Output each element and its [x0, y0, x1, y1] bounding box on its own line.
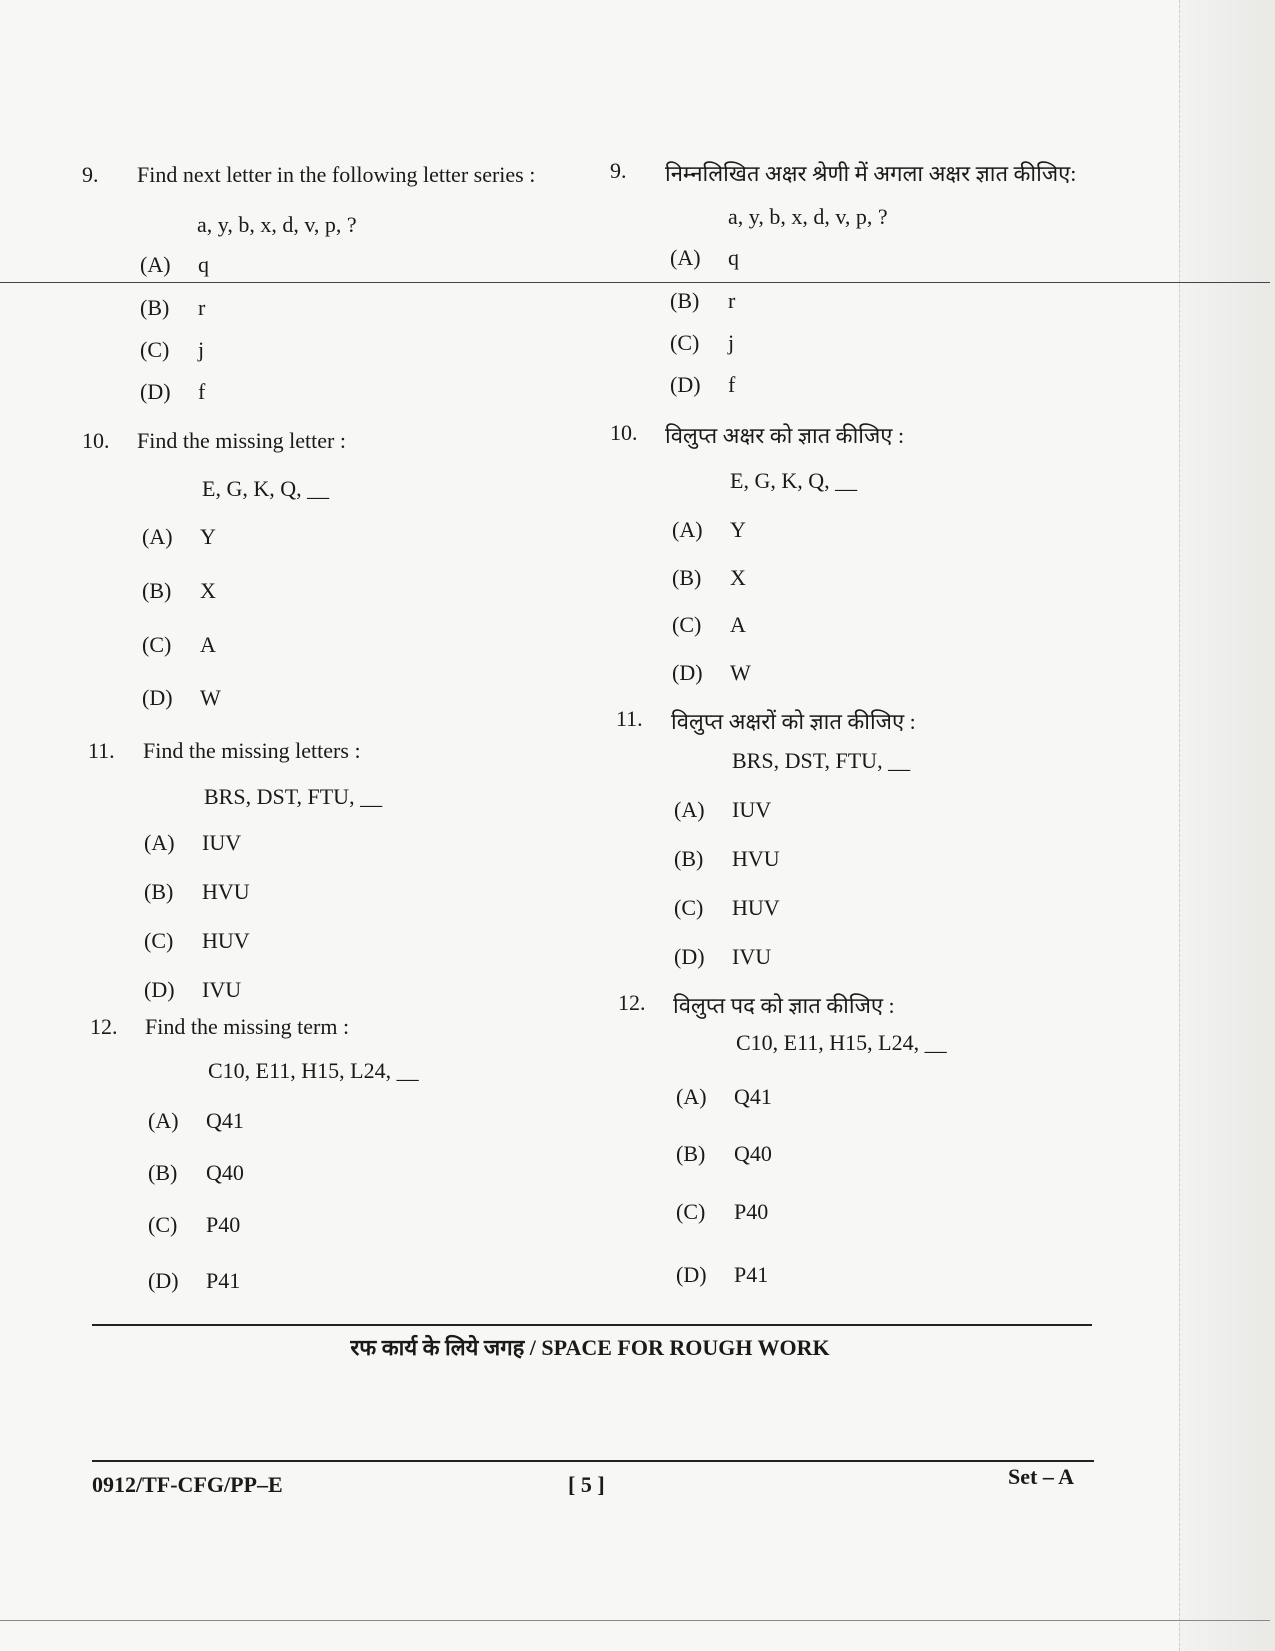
- option-a: [676, 1084, 772, 1110]
- option-c: [142, 632, 216, 658]
- option-d: [672, 660, 751, 686]
- option-a: [670, 245, 739, 271]
- question-number: 11.: [616, 706, 643, 731]
- question-series: E, G, K, Q, __: [730, 468, 858, 493]
- option-label: (D): [144, 977, 175, 1002]
- option-a: [148, 1108, 244, 1134]
- option-value: X: [730, 565, 746, 590]
- footer-rule: [92, 1460, 1094, 1462]
- option-b: [142, 578, 216, 604]
- option-label: (A): [676, 1084, 707, 1109]
- page-number: [ 5 ]: [568, 1472, 605, 1497]
- option-d: [140, 379, 205, 405]
- option-label: (B): [148, 1160, 178, 1185]
- option-c: [140, 337, 204, 363]
- paper-code: 0912/TF-CFG/PP–E: [92, 1472, 283, 1497]
- option-label: (A): [140, 252, 171, 277]
- option-b: [674, 846, 780, 872]
- option-label: (B): [140, 295, 170, 320]
- option-c: [674, 895, 780, 921]
- option-value: HUV: [202, 928, 250, 953]
- option-value: IUV: [202, 830, 242, 855]
- option-value: HVU: [202, 879, 250, 904]
- option-value: P41: [734, 1262, 769, 1287]
- option-label: (C): [142, 632, 172, 657]
- option-b: [670, 288, 735, 314]
- option-value: W: [200, 685, 221, 710]
- question-series: C10, E11, H15, L24, __: [736, 1030, 947, 1055]
- option-value: q: [728, 245, 739, 270]
- option-d: [144, 977, 241, 1003]
- option-label: (B): [142, 578, 172, 603]
- question-number: 12.: [90, 1014, 118, 1039]
- option-value: W: [730, 660, 751, 685]
- option-a: [142, 524, 216, 550]
- option-label: (C): [148, 1212, 178, 1237]
- option-value: P40: [206, 1212, 241, 1237]
- question-series: a, y, b, x, d, v, p, ?: [728, 204, 888, 229]
- option-label: (C): [672, 612, 702, 637]
- option-b: [148, 1160, 244, 1186]
- scan-line: [0, 1620, 1270, 1621]
- option-value: Q41: [734, 1084, 772, 1109]
- option-label: (A): [144, 830, 175, 855]
- option-c: [144, 928, 250, 954]
- option-label: (D): [148, 1268, 179, 1293]
- option-label: (D): [142, 685, 173, 710]
- option-label: (D): [670, 372, 701, 397]
- option-b: [672, 565, 746, 591]
- option-b: [676, 1141, 772, 1167]
- option-value: Y: [730, 517, 746, 542]
- set-label: Set – A: [1008, 1464, 1074, 1489]
- option-label: (B): [670, 288, 700, 313]
- question-number: 11.: [88, 738, 115, 763]
- option-value: IUV: [732, 797, 772, 822]
- option-value: j: [198, 337, 205, 362]
- question-text: विलुप्त अक्षर को ज्ञात कीजिए :: [665, 423, 905, 448]
- question-text: निम्नलिखित अक्षर श्रेणी में अगला अक्षर ज्ञात कीजिए:: [665, 161, 1077, 186]
- option-label: (D): [140, 379, 171, 404]
- question-series: BRS, DST, FTU, __: [732, 748, 911, 773]
- option-a: [144, 830, 241, 856]
- option-value: HUV: [732, 895, 780, 920]
- option-b: [144, 879, 250, 905]
- option-value: f: [728, 372, 736, 397]
- question-text: विलुप्त पद को ज्ञात कीजिए :: [673, 993, 895, 1018]
- question-number: 9.: [82, 162, 99, 187]
- option-label: (D): [674, 944, 705, 969]
- option-label: (C): [670, 330, 700, 355]
- option-value: IVU: [732, 944, 772, 969]
- option-label: (A): [674, 797, 705, 822]
- option-value: A: [730, 612, 746, 637]
- option-label: (C): [140, 337, 170, 362]
- option-label: (C): [674, 895, 704, 920]
- rough-work-rule: [92, 1324, 1092, 1326]
- page-edge-shadow: [1179, 0, 1275, 1651]
- scan-line: [0, 282, 1270, 283]
- option-value: IVU: [202, 977, 242, 1002]
- question-text: विलुप्त अक्षरों को ज्ञात कीजिए :: [671, 709, 916, 734]
- question-series: BRS, DST, FTU, __: [204, 784, 383, 809]
- option-label: (B): [144, 879, 174, 904]
- option-value: r: [198, 295, 206, 320]
- question-series: a, y, b, x, d, v, p, ?: [197, 212, 357, 237]
- question-series: C10, E11, H15, L24, __: [208, 1058, 419, 1083]
- option-c: [670, 330, 734, 356]
- option-value: Q40: [734, 1141, 772, 1166]
- option-a: [674, 797, 771, 823]
- option-b: [140, 295, 205, 321]
- option-label: (B): [676, 1141, 706, 1166]
- option-d: [148, 1268, 240, 1294]
- option-value: A: [200, 632, 216, 657]
- option-label: (A): [142, 524, 173, 549]
- option-value: r: [728, 288, 736, 313]
- option-value: q: [198, 252, 209, 277]
- option-value: Y: [200, 524, 216, 549]
- option-value: j: [728, 330, 735, 355]
- option-c: [672, 612, 746, 638]
- option-d: [670, 372, 735, 398]
- rough-work-heading: रफ कार्य के लिये जगह / SPACE FOR ROUGH WORK: [350, 1335, 830, 1360]
- question-number: 12.: [618, 990, 646, 1015]
- option-label: (B): [672, 565, 702, 590]
- question-number: 9.: [610, 158, 627, 183]
- option-c: [676, 1199, 768, 1225]
- option-label: (C): [144, 928, 174, 953]
- option-a: [140, 252, 209, 278]
- option-d: [142, 685, 221, 711]
- option-label: (A): [672, 517, 703, 542]
- option-label: (A): [148, 1108, 179, 1133]
- option-label: (C): [676, 1199, 706, 1224]
- option-d: [674, 944, 771, 970]
- question-number: 10.: [610, 420, 638, 445]
- option-value: X: [200, 578, 216, 603]
- question-text: Find next letter in the following letter series :: [137, 162, 536, 187]
- option-a: [672, 517, 746, 543]
- question-series: E, G, K, Q, __: [202, 476, 330, 501]
- option-value: P41: [206, 1268, 241, 1293]
- option-label: (D): [676, 1262, 707, 1287]
- option-value: Q41: [206, 1108, 244, 1133]
- question-text: Find the missing letters :: [143, 738, 361, 763]
- option-value: Q40: [206, 1160, 244, 1185]
- option-value: f: [198, 379, 206, 404]
- option-value: P40: [734, 1199, 769, 1224]
- option-d: [676, 1262, 768, 1288]
- option-label: (A): [670, 245, 701, 270]
- question-text: Find the missing term :: [145, 1014, 350, 1039]
- question-text: Find the missing letter :: [137, 428, 346, 453]
- option-value: HVU: [732, 846, 780, 871]
- question-number: 10.: [82, 428, 110, 453]
- option-c: [148, 1212, 240, 1238]
- option-label: (D): [672, 660, 703, 685]
- option-label: (B): [674, 846, 704, 871]
